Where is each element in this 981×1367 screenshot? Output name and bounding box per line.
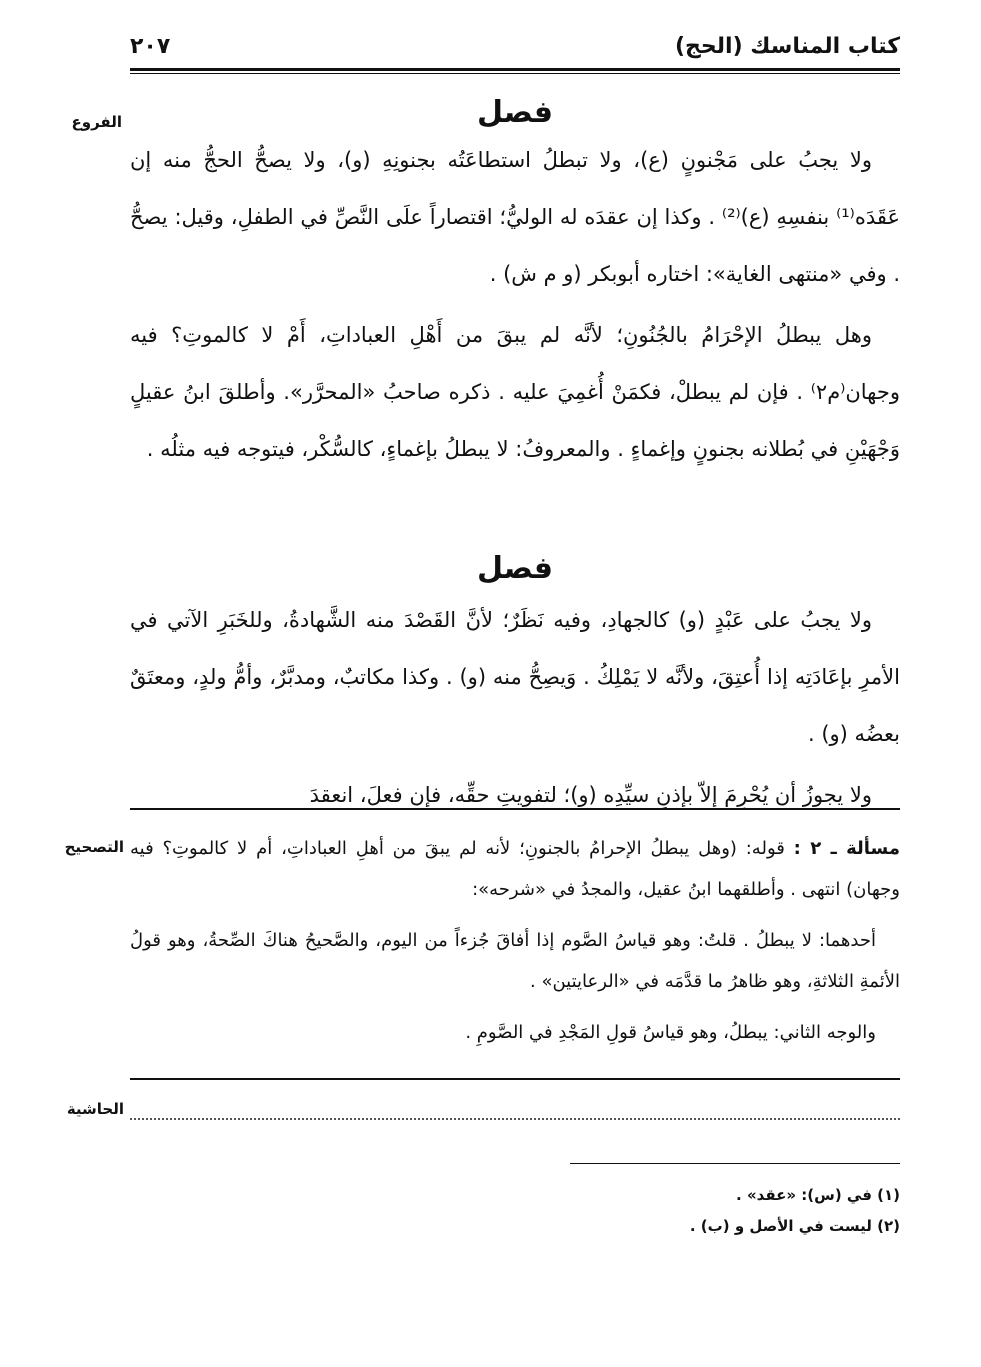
running-header xyxy=(130,34,900,62)
paragraph: ولا يجوزُ أن يُحْرِمَ إلاّ بإذنِ سيِّدِه (و)؛ لتفويتِ حقِّه، فإن فعلَ، انعقدَ xyxy=(309,783,872,807)
paragraph: وهل يبطلُ الإحْرَامُ بالجُنُونِ؛ لأنَّه لم يبقَ من أَهْلِ العباداتِ، أَمْ لا كالموتِ؟ فيه وجهان⁽م٢⁾ . فإن لم يبطلْ، فكمَنْ أُغمِيَ عليه . ذكره صاحبُ «المحرَّر». وأطلقَ ابنُ عقيلٍ وَجْهَيْنِ في بُطلانه بجنونٍ وإغماءٍ . والمعروفُ: لا يبطلُ بإغماءٍ، كالسُّكْر، فيتوجه فيه مثلُه . xyxy=(130,323,900,461)
section-1-text xyxy=(130,132,900,478)
commentary-divider xyxy=(130,1078,900,1080)
book-title: كتاب المناسك (الحج) xyxy=(675,34,900,59)
section-heading-1: فصل xyxy=(477,95,553,130)
text-divider xyxy=(130,808,900,810)
paragraph: ولا يجبُ على عَبْدٍ (و) كالجهادِ، وفيه نَظَرٌ؛ لأنَّ القَصْدَ منه الشَّهادةُ، وللخَبَرِ الآتي في الأمرِ بإعَادَتِه إذا أُعتِقَ، ولأنَّه لا يَمْلِكُ . وَيصِحُّ منه (و) . وكذا مكاتبٌ، ومدبَّرٌ، وأمُّ ولدٍ، ومعتَقٌ بعضُه (و) . xyxy=(130,608,900,746)
footnote-rule xyxy=(570,1163,900,1164)
commentary-text: قوله: (وهل يبطلُ الإحرامُ بالجنونِ؛ لأنه لم يبقَ من أهلِ العباداتِ، أم لا كالموتِ؟ فيه وجهان) انتهى . وأطلقهما ابنُ عقيل، والمجدُ في «شرحه»: xyxy=(130,838,900,900)
commentary-paragraph xyxy=(130,828,900,910)
header-rule-thin xyxy=(130,73,900,74)
page-number: ٢٠٧ xyxy=(130,34,171,59)
side-label-furu: الفروع xyxy=(71,113,122,131)
paragraph: ولا يجبُ على مَجْنونٍ (ع)، ولا تبطلُ استطاعَتُه بجنونِهِ (و)، ولا يصحُّ الحجُّ منه إن عَقَدَه⁽¹⁾ بنفسِهِ (ع)⁽²⁾ . وكذا إن عقدَه له الوليُّ؛ اقتصاراً علَى النَّصِّ في الطفلِ، وقيل: يصحُّ . وفي «منتهى الغاية»: اختاره أبوبكر (و م ش) . xyxy=(130,148,900,286)
section-heading-2: فصل xyxy=(477,551,553,586)
section-2-text xyxy=(130,592,900,824)
footnote-2: (٢) ليست في الأصل و (ب) . xyxy=(689,1217,900,1235)
footnote-1: (١) في (س): «عقد» . xyxy=(736,1186,900,1204)
header-rule xyxy=(130,68,900,71)
side-label-hashiya: الحاشية xyxy=(66,1100,124,1118)
commentary-block xyxy=(130,828,900,1063)
issue-number: مسألة ـ ٢ : xyxy=(793,838,900,859)
commentary-paragraph: والوجه الثاني: يبطلُ، وهو قياسُ قولِ المَجْدِ في الصَّومِ . xyxy=(465,1022,876,1043)
hashiya-dotted-line xyxy=(130,1118,900,1120)
side-label-tashih: التصحيح xyxy=(64,838,124,856)
commentary-paragraph: أحدهما: لا يبطلُ . قلتُ: وهو قياسُ الصَّوم إذا أفاقَ جُزءاً من اليوم، والصَّحيحُ هناكَ الصِّحةُ، وهو قولُ الأئمةِ الثلاثةِ، وهو ظاهرُ ما قدَّمَه في «الرعايتين» . xyxy=(130,930,900,992)
